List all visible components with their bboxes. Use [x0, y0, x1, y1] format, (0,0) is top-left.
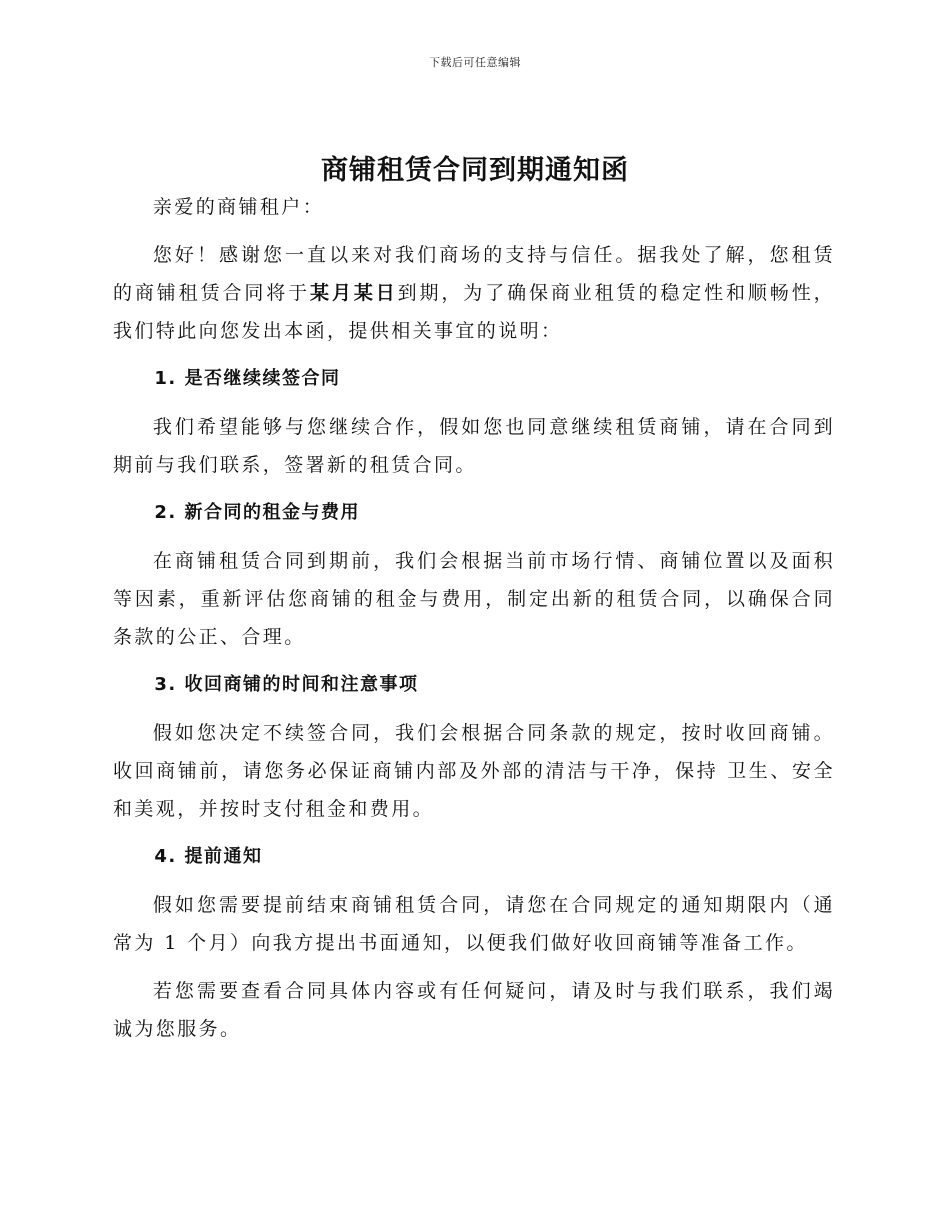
intro-text-after: 到期，为了确保商业租赁的稳定性和顺畅性，我们特此向您发出本函，提供相关事宜的说明：	[113, 282, 835, 342]
section-text-rent: 在商铺租赁合同到期前，我们会根据当前市场行情、商铺位置以及面积等因素，重新评估您商铺的租金与费用，制定出新的租赁合同，以确保合同条款的公正、合理。	[113, 550, 835, 648]
document-title: 商铺租赁合同到期通知函	[321, 155, 629, 186]
closing-paragraph: 若您需要查看合同具体内容或有任何疑问，请及时与我们联系，我们竭诚为您服务。	[113, 980, 835, 1040]
intro-paragraph	[113, 236, 835, 350]
intro-text-before: 您好！感谢您一直以来对我们商场的支持与信任。据我处了解，您租赁的商铺租赁合同将于	[113, 244, 835, 304]
section-heading-notice: 4. 提前通知	[154, 846, 263, 867]
section-heading-rent: 2. 新合同的租金与费用	[154, 502, 361, 523]
section-heading-renewal: 1. 是否继续续签合同	[154, 368, 341, 389]
section-text-notice: 假如您需要提前结束商铺租赁合同，请您在合同规定的通知期限内（通常为 1 个月）向我方提出书面通知，以便我们做好收回商铺等准备工作。	[113, 894, 835, 954]
header-note: 下载后可任意编辑	[429, 56, 521, 69]
section-text-reclaim: 假如您决定不续签合同，我们会根据合同条款的规定，按时收回商铺。收回商铺前，请您务必保证商铺内部及外部的清洁与干净，保持 卫生、安全和美观，并按时支付租金和费用。	[113, 722, 835, 820]
letter-body	[113, 188, 835, 1058]
expiry-date-placeholder: 某月某日	[310, 282, 398, 304]
section-heading-reclaim: 3. 收回商铺的时间和注意事项	[154, 674, 419, 695]
section-text-renewal: 我们希望能够与您继续合作，假如您也同意继续租赁商铺，请在合同到期前与我们联系，签署新的租赁合同。	[113, 416, 835, 476]
salutation: 亲爱的商铺租户：	[152, 196, 325, 218]
